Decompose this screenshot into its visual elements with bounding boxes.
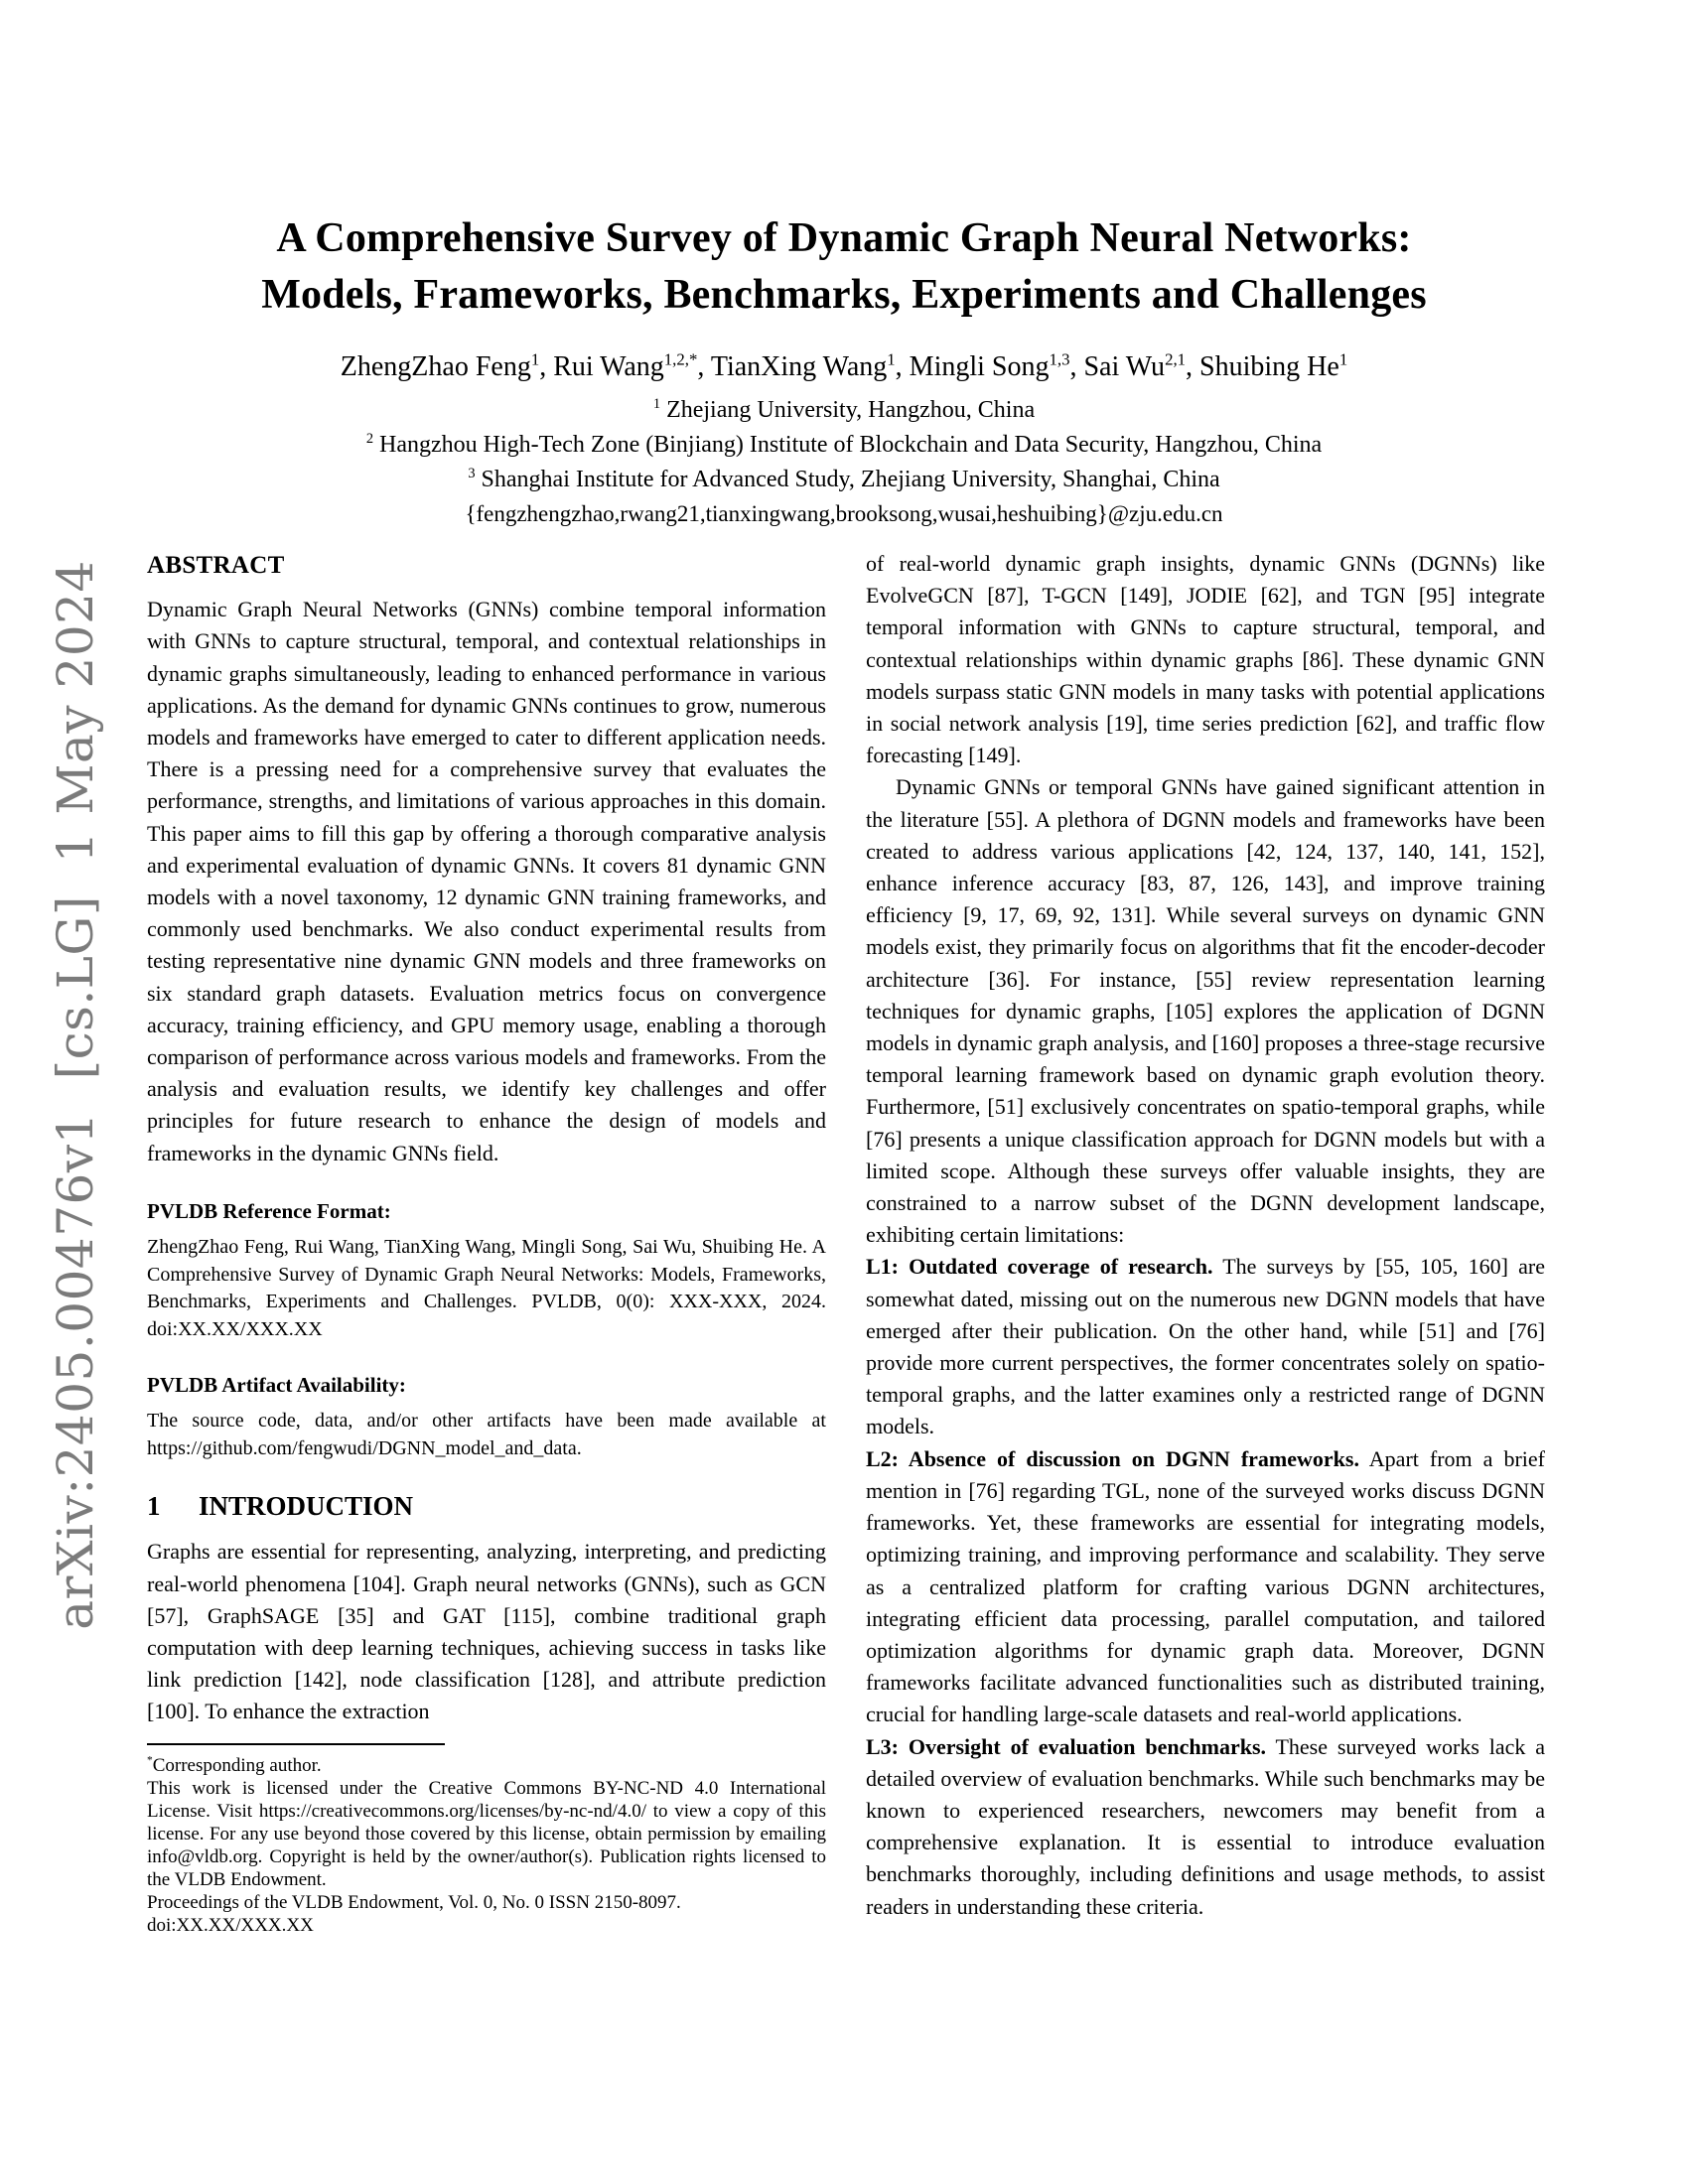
- affiliation-line: [0, 463, 1688, 497]
- left-column: [147, 548, 826, 1728]
- affiliation-text: Shanghai Institute for Advanced Study, Zhejiang University, Shanghai, China: [475, 467, 1220, 492]
- limitation-item-2: [866, 1443, 1545, 1731]
- paper-title-line2: Models, Frameworks, Benchmarks, Experiments and Challenges: [261, 272, 1427, 318]
- right-column: [866, 548, 1545, 1923]
- affiliation-sup: 1: [652, 396, 661, 412]
- author-affil-sup: 1,3: [1049, 349, 1070, 369]
- author-name: Rui Wang: [553, 351, 664, 382]
- corresponding-author-note: *Corresponding author.: [147, 1754, 322, 1776]
- footnote-block: [147, 1743, 826, 1937]
- section-1-number: 1: [147, 1491, 161, 1522]
- author-name: ZhengZhao Feng: [340, 351, 531, 382]
- author-list: [0, 349, 1688, 385]
- author-name: Sai Wu: [1083, 351, 1166, 382]
- section-1-title: INTRODUCTION: [199, 1491, 414, 1522]
- author-name: TianXing Wang: [710, 351, 888, 382]
- section-1-heading: [147, 1490, 826, 1522]
- affiliation-line: [0, 393, 1688, 428]
- pvldb-artifact-heading: PVLDB Artifact Availability:: [147, 1373, 406, 1398]
- author-separator: ,: [1186, 351, 1200, 382]
- author-separator: ,: [539, 351, 554, 382]
- author-affil-sup: 1: [887, 349, 896, 369]
- limitation-1-text: The surveys by [55, 105, 160] are somewhat dated, missing out on the numerous new DGNN models that have emerged after their publication. On the other hand, while [51] and [76] provide more current perspectives, the former concentrates solely on spatio-temporal graphs, and the latter examines only a restricted range of DGNN models.: [866, 1254, 1545, 1439]
- pvldb-artifact-text: The source code, data, and/or other artifacts have been made available at https://github.com/fengwudi/DGNN_model_and_data.: [147, 1410, 826, 1459]
- author-name: Mingli Song: [909, 351, 1050, 382]
- limitation-2-text: Apart from a brief mention in [76] regarding TGL, none of the surveyed works discuss DGNN frameworks. Yet, these frameworks are essential for integrating models, optimizing training, and improving performance and scalability. They serve as a centralized platform for crafting various DGNN architectures, integrating efficient data processing, parallel computation, and tailored optimization algorithms for dynamic graph data. Moreover, DGNN frameworks facilitate advanced functionalities such as distributed training, crucial for handling large-scale datasets and real-world applications.: [866, 1445, 1546, 1727]
- limitation-3-text: These surveyed works lack a detailed overview of evaluation benchmarks. While such benchmarks may be known to experienced researchers, newcomers may benefit from a comprehensive explanation. It is essential to introduce evaluation benchmarks thoroughly, including definitions and usage methods, to assist readers in understanding these criteria.: [866, 1733, 1545, 1919]
- affiliation-text: Zhejiang University, Hangzhou, China: [660, 397, 1036, 423]
- body-paragraph-continued: of real-world dynamic graph insights, dynamic GNNs (DGNNs) like EvolveGCN [87], T-GCN [149], JODIE [62], and TGN [95] integrate temporal information with GNNs to capture structural, temporal, and contextual relationships within dynamic graphs [86]. These dynamic GNN models surpass static GNN models in many tasks with potential applications in social network analysis [19], time series prediction [62], and traffic flow forecasting [149].: [866, 551, 1545, 768]
- footnote-marker: *: [147, 1754, 153, 1767]
- limitation-1-lead: L1: Outdated coverage of research.: [866, 1254, 1213, 1280]
- body-paragraph: Dynamic GNNs or temporal GNNs have gained significant attention in the literature [55]. A plethora of DGNN models and frameworks have been created to address various applications [42, 124, 137, 140, 141, 152], enhance inference accuracy [83, 87, 126, 143], and improve training efficiency [9, 17, 69, 92, 131]. While several surveys on dynamic GNN models exist, they primarily focus on algorithms that fit the encoder-decoder architecture [36]. For instance, [55] review representation learning techniques for dynamic graphs, [105] explores the application of DGNN models in dynamic graph analysis, and [160] proposes a three-stage recursive temporal learning framework based on dynamic graph evolution theory. Furthermore, [51] exclusively concentrates on spatio-temporal graphs, while [76] presents a unique classification approach for DGNN models but with a limited scope. Although these surveys offer valuable insights, they are constrained to a narrow subset of the DGNN development landscape, exhibiting certain limitations:: [866, 774, 1545, 1248]
- pvldb-reference-text: ZhengZhao Feng, Rui Wang, TianXing Wang, Mingli Song, Sai Wu, Shuibing He. A Comprehensive Survey of Dynamic Graph Neural Networks: Models, Frameworks, Benchmarks, Experiments and Challenges. PVLDB, 0(0): XXX-XXX, 2024. doi:XX.XX/XXX.XX: [147, 1236, 826, 1340]
- affiliation-list: [0, 393, 1688, 531]
- author-affil-sup: 1: [1338, 349, 1348, 369]
- paper-header: [0, 210, 1688, 531]
- limitation-item-3: [866, 1731, 1545, 1923]
- license-note: This work is licensed under the Creative Commons BY-NC-ND 4.0 International License. Visit https://creativecommons.org/licenses/by-nc-nd/4.0/ to view a copy of this license. For any use beyond those covered by this license, obtain permission by emailing info@vldb.org. Copyright is held by the owner/author(s). Publication rights licensed to the VLDB Endowment.: [147, 1778, 826, 1890]
- author-separator: ,: [895, 351, 910, 382]
- author-separator: ,: [1069, 351, 1084, 382]
- doi-note: doi:XX.XX/XXX.XX: [147, 1915, 314, 1936]
- author-affil-sup: 1: [530, 349, 540, 369]
- arxiv-watermark: arXiv:2405.00476v1 [cs.LG] 1 May 2024: [47, 560, 104, 1630]
- limitation-item-1: [866, 1251, 1545, 1442]
- proceedings-note: Proceedings of the VLDB Endowment, Vol. 0, No. 0 ISSN 2150-8097.: [147, 1892, 681, 1913]
- affiliation-line: [0, 428, 1688, 463]
- pvldb-reference-heading: PVLDB Reference Format:: [147, 1198, 391, 1223]
- affiliation-sup: 2: [365, 431, 374, 447]
- limitation-2-lead: L2: Absence of discussion on DGNN frameworks.: [866, 1445, 1359, 1471]
- author-affil-sup: 2,1: [1165, 349, 1187, 369]
- email-line: {fengzhengzhao,rwang21,tianxingwang,brooksong,wusai,heshuibing}@zju.edu.cn: [465, 501, 1223, 526]
- abstract-paragraph: Dynamic Graph Neural Networks (GNNs) combine temporal information with GNNs to capture structural, temporal, and contextual relationships in dynamic graphs simultaneously, leading to enhanced performance in various applications. As the demand for dynamic GNNs continues to grow, numerous models and frameworks have emerged to cater to different application needs. There is a pressing need for a comprehensive survey that evaluates the performance, strengths, and limitations of various approaches in this domain. This paper aims to fill this gap by offering a thorough comparative analysis and experimental evaluation of dynamic GNNs. It covers 81 dynamic GNN models with a novel taxonomy, 12 dynamic GNN training frameworks, and commonly used benchmarks. We also conduct experimental results from testing representative nine dynamic GNN models and three frameworks on six standard graph datasets. Evaluation metrics focus on convergence accuracy, training efficiency, and GPU memory usage, enabling a thorough comparison of performance across various models and frameworks. From the analysis and evaluation results, we identify key challenges and offer principles for future research to enhance the design of models and frameworks in the dynamic GNNs field.: [147, 597, 826, 1165]
- footnote-rule: [147, 1743, 445, 1745]
- author-affil-sup: 1,2,*: [663, 349, 698, 369]
- abstract-heading: ABSTRACT: [147, 552, 285, 579]
- limitation-3-lead: L3: Oversight of evaluation benchmarks.: [866, 1733, 1267, 1759]
- affiliation-text: Hangzhou High-Tech Zone (Binjiang) Institute of Blockchain and Data Security, Hangzhou, China: [373, 432, 1323, 458]
- affiliation-sup: 3: [468, 466, 476, 481]
- paper-title-line1: A Comprehensive Survey of Dynamic Graph Neural Networks:: [276, 215, 1412, 261]
- author-separator: ,: [697, 351, 711, 382]
- author-name: Shuibing He: [1199, 351, 1339, 382]
- intro-paragraph: Graphs are essential for representing, analyzing, interpreting, and predicting real-world phenomena [104]. Graph neural networks (GNNs), such as GCN [57], GraphSAGE [35] and GAT [115], combine traditional graph computation with deep learning techniques, achieving success in tasks like link prediction [142], node classification [128], and attribute prediction [100]. To enhance the extraction: [147, 1539, 826, 1724]
